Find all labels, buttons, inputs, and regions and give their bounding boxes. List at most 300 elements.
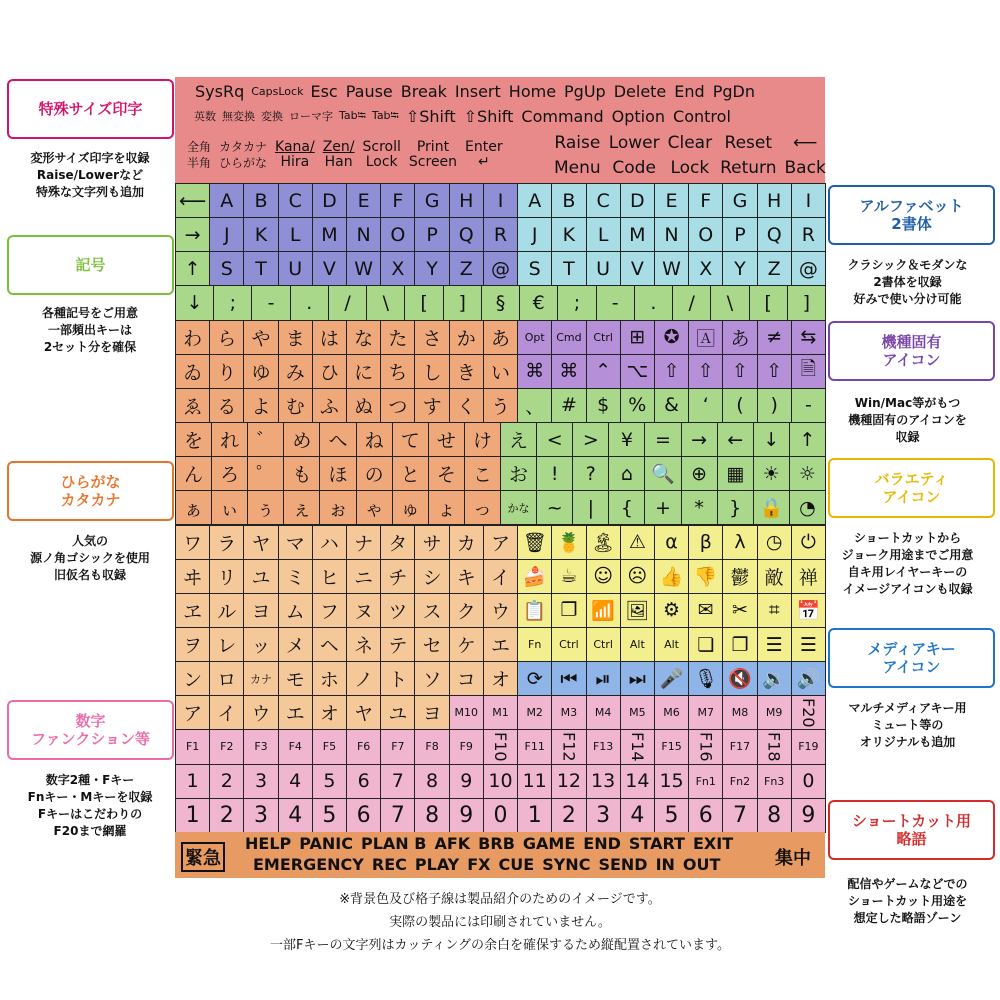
key-label: ワ xyxy=(175,525,210,560)
key-label: / xyxy=(328,285,367,320)
key-label: + xyxy=(644,490,681,525)
shortcut-word: AFK xyxy=(434,834,471,853)
key-label: ⟵ xyxy=(175,183,210,218)
key-label: D xyxy=(312,183,347,218)
key-label: ゆ xyxy=(243,354,278,389)
key-label: F15 xyxy=(654,729,689,764)
key-label: し xyxy=(414,354,449,389)
key-label: メ xyxy=(278,627,313,662)
key-label: L xyxy=(586,217,621,252)
key-label: G xyxy=(722,183,757,218)
key-label: $ xyxy=(586,388,621,423)
special-pair-label xyxy=(605,131,664,181)
key-label: ヌ xyxy=(346,593,381,628)
special-stack-label xyxy=(461,140,507,170)
special-stack-part: Hira xyxy=(280,154,310,170)
key-label: ハ xyxy=(312,525,347,560)
key-label: 🖼 xyxy=(620,593,655,628)
key-label: ( xyxy=(722,388,757,423)
key-label: テ xyxy=(380,627,415,662)
key-label: ⌘ xyxy=(551,354,586,389)
key-label: チ xyxy=(380,559,415,594)
special-label: Tab⭾ xyxy=(371,108,399,122)
key-label: ぁ xyxy=(175,490,212,525)
special-label: PgDn xyxy=(712,81,755,101)
key-label: @ xyxy=(791,251,826,286)
key-label: & xyxy=(654,388,689,423)
key-label: 9 xyxy=(449,798,484,833)
kanji-emergency: 緊急 xyxy=(181,842,225,872)
key-label: M9 xyxy=(757,695,792,730)
key-label: ッ xyxy=(243,627,278,662)
key-label: 鬱 xyxy=(722,559,757,594)
callout-kana: ひらがな カタカナ xyxy=(7,461,174,521)
special-stack-part: ひらがな xyxy=(219,156,268,170)
key-label: 2 xyxy=(209,764,244,799)
key-label: V xyxy=(312,251,347,286)
key-label: ⏯ xyxy=(586,661,621,696)
key-label: A xyxy=(209,183,244,218)
key-label: ⇧ xyxy=(654,354,689,389)
desc-kana: 人気の 源ノ角ゴシックを使用 旧仮名も収録 xyxy=(30,534,150,582)
special-stack-part: Lock xyxy=(365,154,398,170)
key-label: エ xyxy=(483,627,518,662)
key-label: 🄰 xyxy=(688,320,723,355)
key-label: か xyxy=(449,320,484,355)
key-label: | xyxy=(572,490,609,525)
special-label: 英数 xyxy=(194,110,216,123)
key-label: 📶 xyxy=(586,593,621,628)
special-pair-part: Lower xyxy=(608,133,660,153)
key-label: L xyxy=(278,217,313,252)
key-label: J xyxy=(517,217,552,252)
key-label: 3 xyxy=(243,798,278,833)
key-label: F3 xyxy=(243,729,278,764)
key-label: 8 xyxy=(757,798,792,833)
key-label: ひ xyxy=(312,354,347,389)
key-label: Cmd xyxy=(551,320,586,355)
key-label: い xyxy=(483,354,518,389)
key-label: F19 xyxy=(791,729,826,764)
key-label: ユ xyxy=(380,695,415,730)
special-stack-part: Enter xyxy=(465,139,503,155)
key-label: 1 xyxy=(517,798,552,833)
key-label: I xyxy=(483,183,518,218)
key-label: 2 xyxy=(551,798,586,833)
key-label: マ xyxy=(278,525,313,560)
callout-symbols: 記号 xyxy=(7,235,174,295)
key-label: O xyxy=(380,217,415,252)
key-label: は xyxy=(312,320,347,355)
key-label: → xyxy=(681,422,718,457)
key-label: ノ xyxy=(346,661,381,696)
key-label: ケ xyxy=(449,627,484,662)
key-label: て xyxy=(392,422,429,457)
key-label: ▦ xyxy=(717,456,754,491)
special-label: End xyxy=(674,81,705,101)
key-label: ◔ xyxy=(789,490,826,525)
callout-variety-icons: バラエティ アイコン xyxy=(828,458,995,518)
key-label: ⚠ xyxy=(620,525,655,560)
special-stack-part: Screen xyxy=(408,154,458,170)
key-label: λ xyxy=(722,525,757,560)
key-label: ニ xyxy=(346,559,381,594)
key-label: あ xyxy=(722,320,757,355)
key-label: A xyxy=(517,183,552,218)
key-label: 7 xyxy=(380,798,415,833)
desc-variety-icons: ショートカットから ジョーク用途までご用意 自キ用レイヤーキーの イメージアイコンも収録 xyxy=(841,531,974,596)
key-label: セ xyxy=(414,627,449,662)
special-label: Break xyxy=(400,81,447,101)
key-label: ⏮ xyxy=(551,661,586,696)
key-label: む xyxy=(278,388,313,423)
key-label: F9 xyxy=(449,729,484,764)
key-label: 5 xyxy=(654,798,689,833)
key-label: ア xyxy=(175,695,210,730)
callout-device-icons: 機種固有 アイコン xyxy=(828,321,995,381)
special-stack-part: Zen/ xyxy=(322,139,355,155)
key-label: を xyxy=(175,422,212,457)
key-label: レ xyxy=(209,627,244,662)
key-label: ヨ xyxy=(414,695,449,730)
key-label: ぉ xyxy=(319,490,356,525)
special-label: Delete xyxy=(613,81,667,101)
key-label: Z xyxy=(757,251,792,286)
key-label: → xyxy=(175,217,210,252)
key-label: Ctrl xyxy=(551,627,586,662)
key-label: F6 xyxy=(346,729,381,764)
key-label: 🗑 xyxy=(517,525,552,560)
special-pair-part: Menu xyxy=(554,158,601,178)
desc-numbers: 数字2種・Fキー Fnキー・Mキーを収録 Fキーはこだわりの F20まで網羅 xyxy=(27,773,153,838)
key-label: ‘ xyxy=(688,388,723,423)
key-label: Alt xyxy=(654,627,689,662)
kanji-focus: 集中 xyxy=(775,848,811,869)
key-label: . xyxy=(290,285,329,320)
key-label: ゜ xyxy=(247,456,284,491)
key-label: く xyxy=(449,388,484,423)
key-label: た xyxy=(380,320,415,355)
key-label: カ xyxy=(449,525,484,560)
key-label: > xyxy=(572,422,609,457)
shortcut-word: CUE xyxy=(498,855,535,874)
desc-device-icons: Win/Mac等がもつ 機種固有のアイコンを 収録 xyxy=(848,396,967,444)
special-label: 変換 xyxy=(261,110,283,123)
special-stack-label xyxy=(183,139,215,171)
shortcut-row-2 xyxy=(249,855,724,874)
key-label: F18 xyxy=(757,729,792,764)
special-label: Esc xyxy=(310,81,338,101)
key-label: - xyxy=(596,285,635,320)
key-label: M3 xyxy=(551,695,586,730)
desc-alphabet: クラシック＆モダンな 2書体を収録 好みで使い分け可能 xyxy=(847,258,968,306)
key-label: と xyxy=(392,456,429,491)
key-label: 7 xyxy=(722,798,757,833)
key-label: 🔍 xyxy=(644,456,681,491)
key-label: # xyxy=(551,388,586,423)
key-label: の xyxy=(356,456,393,491)
key-label: キ xyxy=(449,559,484,594)
special-label: Pause xyxy=(345,81,393,101)
key-label: 1 xyxy=(175,798,210,833)
special-label: ⇧Shift xyxy=(463,106,514,126)
key-label: = xyxy=(644,422,681,457)
key-label: K xyxy=(551,217,586,252)
shortcut-word: BRB xyxy=(478,834,515,853)
key-label: Alt xyxy=(620,627,655,662)
special-stack-label xyxy=(359,140,405,170)
key-label: [ xyxy=(404,285,443,320)
special-label: ローマ字 xyxy=(289,110,333,123)
key-label: Q xyxy=(757,217,792,252)
key-label: 3 xyxy=(243,764,278,799)
key-label: ウ xyxy=(243,695,278,730)
special-label: ⇧Shift xyxy=(405,106,456,126)
key-label: 4 xyxy=(278,798,313,833)
key-label: F14 xyxy=(620,729,655,764)
key-label: Ctrl xyxy=(586,627,621,662)
key-label: F4 xyxy=(278,729,313,764)
key-label: ✂ xyxy=(722,593,757,628)
key-label: ゅ xyxy=(392,490,429,525)
key-label: わ xyxy=(175,320,210,355)
shortcut-zone xyxy=(175,832,825,878)
special-stack-part: ↵ xyxy=(477,154,490,170)
key-label: ネ xyxy=(346,627,381,662)
key-label: H xyxy=(449,183,484,218)
key-label: ク xyxy=(449,593,484,628)
key-label: ほ xyxy=(319,456,356,491)
key-label: え xyxy=(500,422,537,457)
key-label: ] xyxy=(443,285,482,320)
key-label: D xyxy=(620,183,655,218)
key-label: € xyxy=(519,285,558,320)
key-label: M8 xyxy=(722,695,757,730)
special-pair-part: Lock xyxy=(670,158,710,178)
key-label: U xyxy=(278,251,313,286)
key-label: ] xyxy=(787,285,826,320)
key-label: ☺ xyxy=(586,559,621,594)
key-label: サ xyxy=(414,525,449,560)
special-pair-label xyxy=(550,131,605,181)
key-label: ☼ xyxy=(789,456,826,491)
shortcut-word: EXIT xyxy=(692,834,734,853)
key-label: I xyxy=(791,183,826,218)
key-label: ⏻ xyxy=(791,525,826,560)
special-stack-part: Han xyxy=(324,154,353,170)
special-label: Command xyxy=(521,106,604,126)
key-label: ❐ xyxy=(722,627,757,662)
key-label: ? xyxy=(572,456,609,491)
key-label: へ xyxy=(319,422,356,457)
key-label: ! xyxy=(536,456,573,491)
shortcut-word: PLAN B xyxy=(360,834,427,853)
shortcut-word: PLAY xyxy=(414,855,460,874)
key-label: ア xyxy=(483,525,518,560)
key-label: M xyxy=(620,217,655,252)
key-label: H xyxy=(757,183,792,218)
key-label: S xyxy=(209,251,244,286)
special-stack-part: 全角 xyxy=(187,140,212,154)
key-label: ✉ xyxy=(688,593,723,628)
key-label: E xyxy=(654,183,689,218)
key-label: ヘ xyxy=(312,627,347,662)
key-label: 👍 xyxy=(654,559,689,594)
key-label: ⊞ xyxy=(620,320,655,355)
key-label: も xyxy=(283,456,320,491)
key-label: ゛ xyxy=(247,422,284,457)
key-label: そ xyxy=(428,456,465,491)
key-label: タ xyxy=(380,525,415,560)
key-label: P xyxy=(722,217,757,252)
key-label: ↑ xyxy=(789,422,826,457)
key-label: ソ xyxy=(414,661,449,696)
key-label: M4 xyxy=(586,695,621,730)
key-label: ☹ xyxy=(620,559,655,594)
key-label: F xyxy=(688,183,723,218)
special-row-2 xyxy=(191,104,735,128)
shortcut-word: OUT xyxy=(682,855,721,874)
key-label: ヒ xyxy=(312,559,347,594)
key-label: 9 xyxy=(449,764,484,799)
footnote: ※背景色及び格子線は製品紹介のためのイメージです。 実際の製品には印刷されていません。 一部Fキーの文字列はカッティングの余白を確保するため縦配置されています。 xyxy=(269,892,730,953)
shortcut-word: PANIC xyxy=(299,834,353,853)
key-label: ⊕ xyxy=(681,456,718,491)
key-label: せ xyxy=(428,422,465,457)
key-label: ⇧ xyxy=(722,354,757,389)
special-pair-part: Back xyxy=(784,158,826,178)
key-label: F11 xyxy=(517,729,552,764)
key-label: 2 xyxy=(209,798,244,833)
key-label: 6 xyxy=(346,798,381,833)
key-label: ミ xyxy=(278,559,313,594)
key-label: N xyxy=(346,217,381,252)
key-label: ヤ xyxy=(346,695,381,730)
special-label: PgUp xyxy=(564,81,606,101)
special-row-3-stacked xyxy=(183,135,507,175)
key-label: 4 xyxy=(620,798,655,833)
key-label: に xyxy=(346,354,381,389)
key-label: ~ xyxy=(536,490,573,525)
key-label: F13 xyxy=(586,729,621,764)
shortcut-word: START xyxy=(628,834,685,853)
key-label: ¥ xyxy=(608,422,645,457)
key-label: 11 xyxy=(517,764,552,799)
key-label: ⌃ xyxy=(586,354,621,389)
key-label: め xyxy=(283,422,320,457)
special-pair-part: Return xyxy=(720,158,777,178)
key-label: ヲ xyxy=(175,627,210,662)
key-label: C xyxy=(278,183,313,218)
sticker-sheet xyxy=(175,77,825,878)
key-label: 敵 xyxy=(757,559,792,594)
callout-alphabet: アルファベット 2書体 xyxy=(828,185,995,245)
shortcut-word: REC xyxy=(371,855,407,874)
key-label: や xyxy=(243,320,278,355)
special-row-3-pairs xyxy=(550,131,830,181)
key-label: 0 xyxy=(483,798,518,833)
key-label: ; xyxy=(213,285,252,320)
key-label: つ xyxy=(380,388,415,423)
key-label: 禅 xyxy=(791,559,826,594)
key-label: X xyxy=(688,251,723,286)
key-label: フ xyxy=(312,593,347,628)
key-label: R xyxy=(791,217,826,252)
key-label: - xyxy=(251,285,290,320)
key-label: ね xyxy=(356,422,393,457)
key-label: ン xyxy=(175,661,210,696)
key-label: ロ xyxy=(209,661,244,696)
key-label: M xyxy=(312,217,347,252)
key-label: U xyxy=(586,251,621,286)
special-stack-label xyxy=(405,140,461,170)
special-pair-label xyxy=(664,131,716,181)
key-label: V xyxy=(620,251,655,286)
key-label: ヰ xyxy=(175,559,210,594)
key-label: ヱ xyxy=(175,593,210,628)
key-label: G xyxy=(414,183,449,218)
key-label: す xyxy=(414,388,449,423)
key-label: 3 xyxy=(586,798,621,833)
key-label: っ xyxy=(464,490,501,525)
key-label: ゑ xyxy=(175,388,210,423)
special-stack-part: 半角 xyxy=(187,156,212,170)
key-label: M5 xyxy=(620,695,655,730)
special-print-zone xyxy=(175,77,825,183)
key-label: 10 xyxy=(483,764,518,799)
special-label: Tab⭾ xyxy=(339,108,366,122)
key-label: M2 xyxy=(517,695,552,730)
key-label: Opt xyxy=(517,320,552,355)
special-label: Home xyxy=(508,81,557,101)
key-label: 、 xyxy=(517,388,552,423)
desc-shortcut: 配信やゲームなどでの ショートカット用途を 想定した略語ゾーン xyxy=(847,877,968,925)
key-label: ぅ xyxy=(247,490,284,525)
key-label: ⌥ xyxy=(620,354,655,389)
key-label: 🎙 xyxy=(688,661,723,696)
key-label: オ xyxy=(312,695,347,730)
key-label: ↓ xyxy=(753,422,790,457)
key-label: W xyxy=(346,251,381,286)
key-label: α xyxy=(654,525,689,560)
key-label: F2 xyxy=(209,729,244,764)
key-label: F12 xyxy=(551,729,586,764)
key-label: ト xyxy=(380,661,415,696)
key-label: . xyxy=(634,285,673,320)
shortcut-row-1 xyxy=(241,834,737,853)
key-label: ⌗ xyxy=(757,593,792,628)
key-label: オ xyxy=(483,661,518,696)
shortcut-word: EMERGENCY xyxy=(253,855,364,874)
key-label: 8 xyxy=(414,764,449,799)
key-label: ☰ xyxy=(757,627,792,662)
key-label: Q xyxy=(449,217,484,252)
key-label: \ xyxy=(710,285,749,320)
key-label: な xyxy=(346,320,381,355)
special-stack-label xyxy=(215,139,271,171)
key-label: Ctrl xyxy=(586,320,621,355)
key-label: \ xyxy=(366,285,405,320)
key-label: O xyxy=(688,217,723,252)
key-label: C xyxy=(586,183,621,218)
key-label: F8 xyxy=(414,729,449,764)
key-label: ょ xyxy=(428,490,465,525)
key-label: ; xyxy=(557,285,596,320)
desc-media-icons: マルチメディアキー用 ミュート等の オリジナルも追加 xyxy=(848,701,967,749)
key-label: け xyxy=(464,422,501,457)
special-pair-part: ⟵ xyxy=(792,133,818,153)
key-label: ⚙ xyxy=(654,593,689,628)
